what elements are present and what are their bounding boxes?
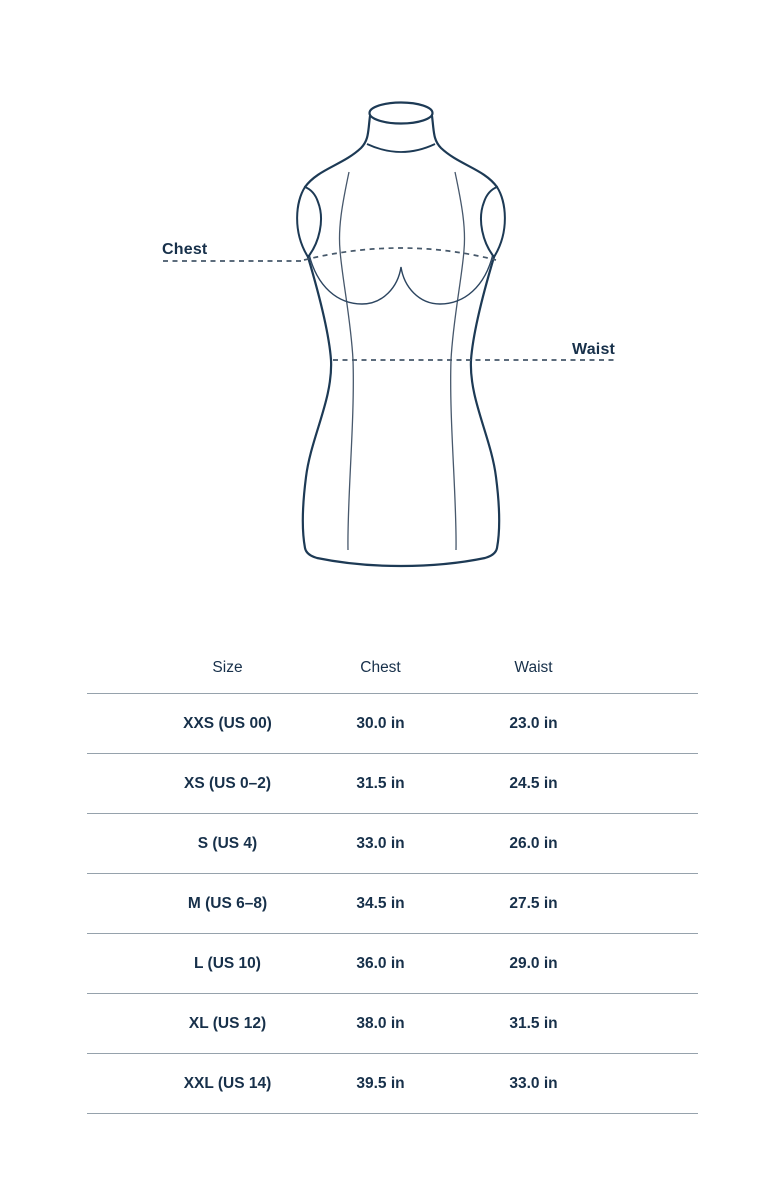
mannequin-bust-curve bbox=[309, 254, 493, 304]
waist-cell: 33.0 in bbox=[509, 1074, 558, 1092]
chest-cell: 39.5 in bbox=[356, 1074, 405, 1092]
mannequin-left-seam bbox=[339, 172, 353, 550]
table-row-xl bbox=[87, 994, 698, 1054]
mannequin-right-seam bbox=[451, 172, 465, 550]
table-row-l bbox=[87, 934, 698, 994]
column-header-waist: Waist bbox=[514, 658, 553, 676]
chest-measure-curve bbox=[304, 248, 496, 260]
table-row-xs bbox=[87, 754, 698, 814]
mannequin-left-arm bbox=[297, 187, 321, 257]
waist-cell: 26.0 in bbox=[509, 834, 558, 852]
chest-cell: 33.0 in bbox=[356, 834, 405, 852]
table-row-xxl bbox=[87, 1054, 698, 1114]
mannequin-neck-top bbox=[370, 103, 433, 124]
size-cell: L (US 10) bbox=[194, 954, 261, 972]
waist-label: Waist bbox=[572, 341, 616, 358]
mannequin-right-shoulder bbox=[432, 116, 497, 187]
size-cell: M (US 6–8) bbox=[187, 894, 268, 912]
chest-cell: 36.0 in bbox=[356, 954, 405, 972]
mannequin-torso-outline bbox=[303, 257, 499, 566]
table-row-s bbox=[87, 814, 698, 874]
size-cell: XL (US 12) bbox=[188, 1014, 267, 1032]
table-header-row bbox=[87, 642, 698, 694]
mannequin-neck-base bbox=[367, 144, 435, 152]
chest-cell: 30.0 in bbox=[356, 714, 405, 732]
waist-cell: 27.5 in bbox=[509, 894, 558, 912]
chest-cell: 31.5 in bbox=[356, 774, 405, 792]
waist-cell: 29.0 in bbox=[509, 954, 558, 972]
chest-label: Chest bbox=[162, 241, 208, 258]
waist-cell: 24.5 in bbox=[509, 774, 558, 792]
size-cell: S (US 4) bbox=[197, 834, 258, 852]
size-cell: XS (US 0–2) bbox=[183, 774, 271, 792]
size-cell: XXS (US 00) bbox=[183, 714, 272, 732]
column-header-size: Size bbox=[212, 658, 243, 676]
mannequin-left-shoulder bbox=[305, 116, 370, 187]
chest-cell: 34.5 in bbox=[356, 894, 405, 912]
mannequin-right-arm bbox=[481, 187, 505, 257]
size-chart-table bbox=[87, 642, 698, 1114]
size-cell: XXL (US 14) bbox=[183, 1074, 272, 1092]
table-row-xxs bbox=[87, 694, 698, 754]
waist-cell: 23.0 in bbox=[509, 714, 558, 732]
chest-cell: 38.0 in bbox=[356, 1014, 405, 1032]
column-header-chest: Chest bbox=[360, 658, 401, 676]
table-row-m bbox=[87, 874, 698, 934]
waist-cell: 31.5 in bbox=[509, 1014, 558, 1032]
